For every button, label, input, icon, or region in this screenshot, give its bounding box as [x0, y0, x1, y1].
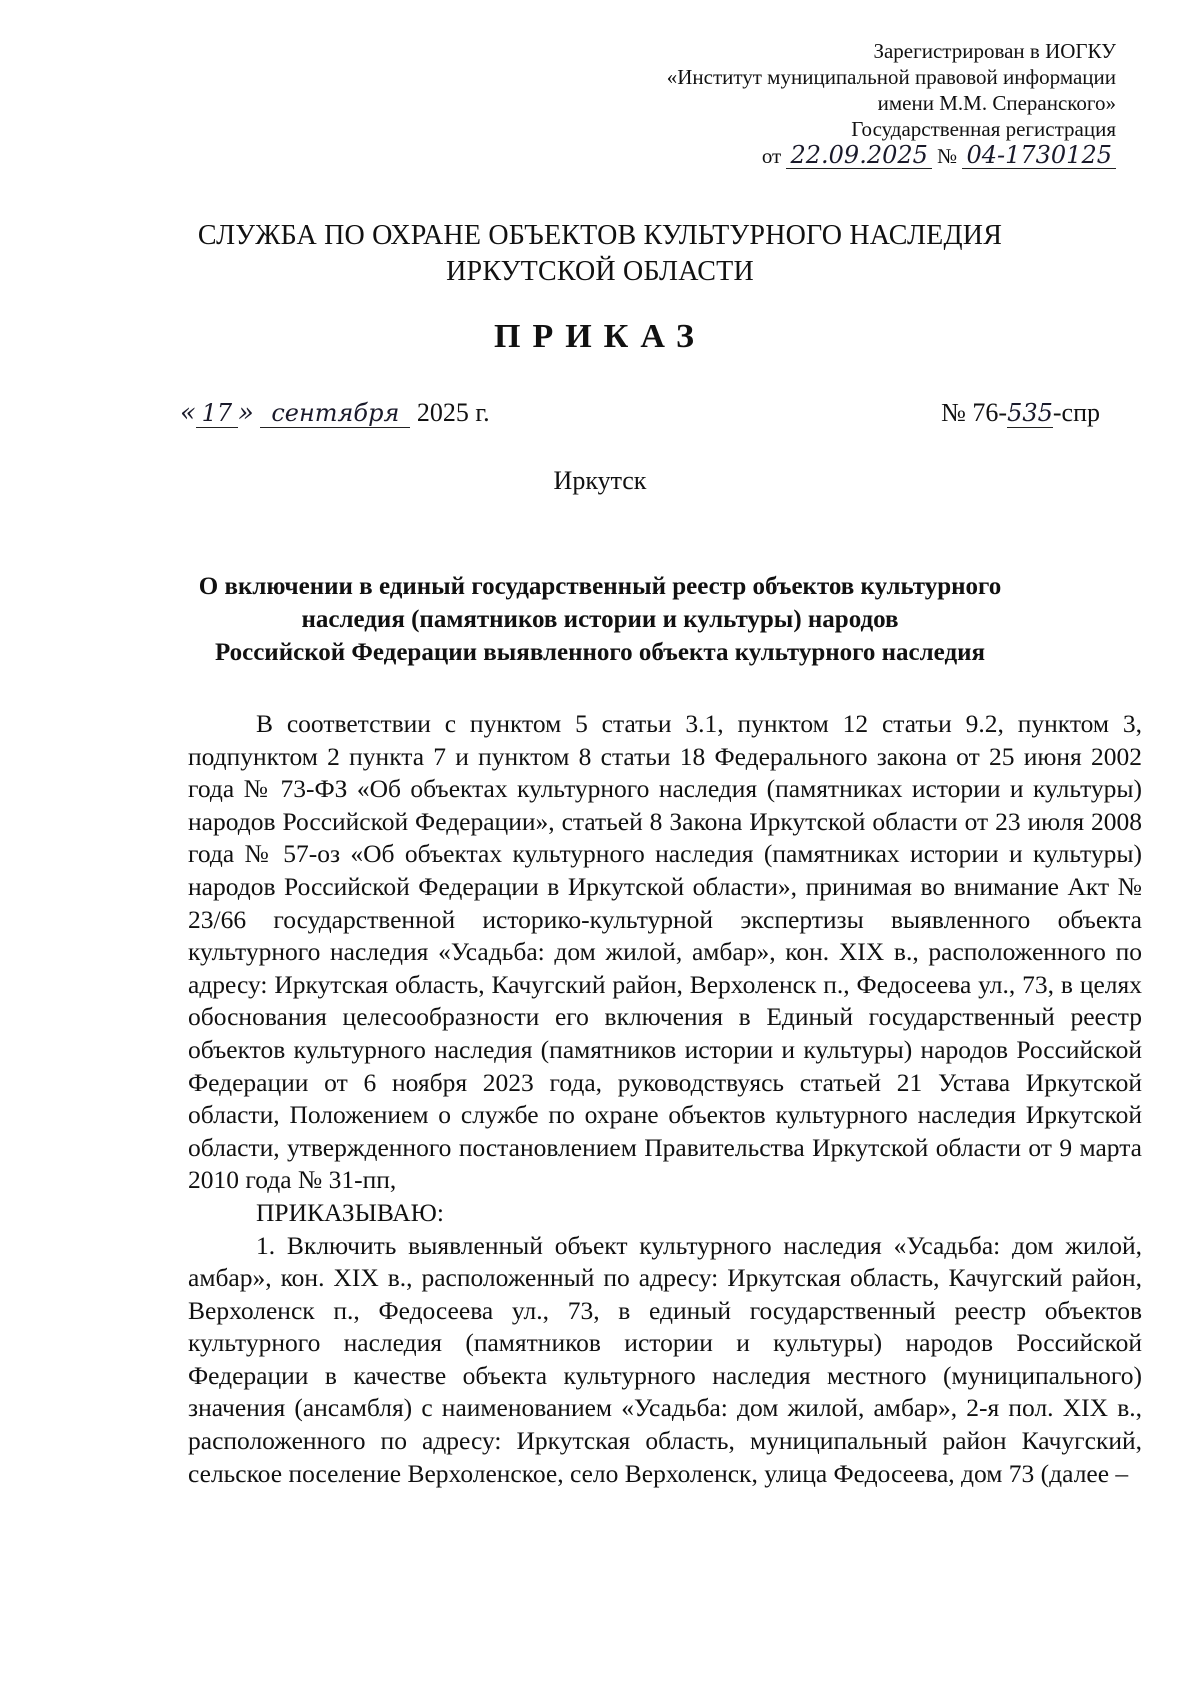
registration-stamp: [596, 38, 1116, 169]
order-day-handwritten: 17: [196, 399, 238, 428]
registration-date-handwritten: 22.09.2025: [786, 142, 931, 169]
heading-line-1: О включении в единый государственный реестр объектов культурного: [198, 573, 1002, 600]
registration-line-4: Государственная регистрация: [851, 117, 1116, 141]
agency-name: [0, 218, 1200, 290]
agency-name-line-1: СЛУЖБА ПО ОХРАНЕ ОБЪЕКТОВ КУЛЬТУРНОГО НАСЛЕДИЯ: [197, 220, 1003, 251]
registration-line-3: имени М.М. Сперанского»: [877, 91, 1116, 115]
body-paragraph-item-1: 1. Включить выявленный объект культурного наследия «Усадьба: дом жилой, амбар», кон. XIX в., расположенный по адресу: Иркутская область, Качугский район, Верхоленск п., Федосеева ул., 73, в единый государственный реестр объектов культурного наследия (памятников истории и культуры) народов Российской Федерации в качестве объекта культурного наследия местного (муниципального) значения (ансамбля) с наименованием «Усадьба: дом жилой, амбар», 2-я пол. XIX в., расположенного по адресу: Иркутская область, муниципальный район Качугский, сельское поселение Верхоленское, село Верхоленск, улица Федосеева, дом 73 (далее –: [188, 1230, 1142, 1488]
city-name: Иркутск: [553, 466, 647, 495]
order-date-quote-open: «: [180, 398, 196, 428]
agency-name-line-2: ИРКУТСКОЙ ОБЛАСТИ: [446, 256, 754, 287]
order-month-handwritten: сентября: [260, 399, 410, 428]
document-type-title: ПРИКАЗ: [494, 318, 706, 355]
order-date-quote-close: »: [237, 398, 254, 428]
order-year: 2025 г.: [416, 398, 490, 427]
registration-number-handwritten: 04-1730125: [962, 142, 1116, 169]
registration-number-line: [596, 142, 1116, 169]
order-number: [941, 398, 1100, 428]
order-date: [180, 398, 490, 428]
document-heading: [130, 570, 1070, 669]
order-number-prefix: № 76-: [941, 398, 1008, 427]
order-word: ПРИКАЗЫВАЮ:: [256, 1197, 444, 1227]
registration-line-1: Зарегистрирован в ИОГКУ: [873, 39, 1116, 63]
registration-line-2: «Институт муниципальной правовой информации: [666, 65, 1116, 89]
registration-number-prefix: №: [937, 144, 958, 168]
document-body: [188, 708, 1142, 1490]
registration-from-prefix: от: [761, 144, 782, 168]
heading-line-2: наследия (памятников истории и культуры) народов: [301, 606, 899, 633]
order-number-suffix: -спр: [1052, 398, 1100, 427]
heading-line-3: Российской Федерации выявленного объекта культурного наследия: [214, 639, 986, 666]
order-number-handwritten: 535: [1007, 399, 1053, 427]
body-paragraph-preamble: В соответствии с пунктом 5 статьи 3.1, пунктом 12 статьи 9.2, пунктом 3, подпунктом 2 пункта 7 и пунктом 8 статьи 18 Федерального закона от 25 июня 2002 года № 73-ФЗ «Об объектах культурного наследия (памятниках истории и культуры) народов Российской Федерации», статьей 8 Закона Иркутской области от 23 июля 2008 года № 57-оз «Об объектах культурного наследия (памятниках истории и культуры) народов Российской Федерации в Иркутской области», принимая во внимание Акт № 23/66 государственной историко-культурной экспертизы выявленного объекта культурного наследия «Усадьба: дом жилой, амбар», кон. XIX в., расположенного по адресу: Иркутская область, Качугский район, Верхоленск п., Федосеева ул., 73, в целях обоснования целесообразности его включения в Единый государственный реестр объектов культурного наследия (памятников истории и культуры) народов Российской Федерации от 6 ноября 2023 года, руководствуясь статьей 21 Устава Иркутской области, Положением о службе по охране объектов культурного наследия Иркутской области, утвержденного постановлением Правительства Иркутской области от 9 марта 2010 года № 31-пп,: [188, 709, 1142, 1195]
